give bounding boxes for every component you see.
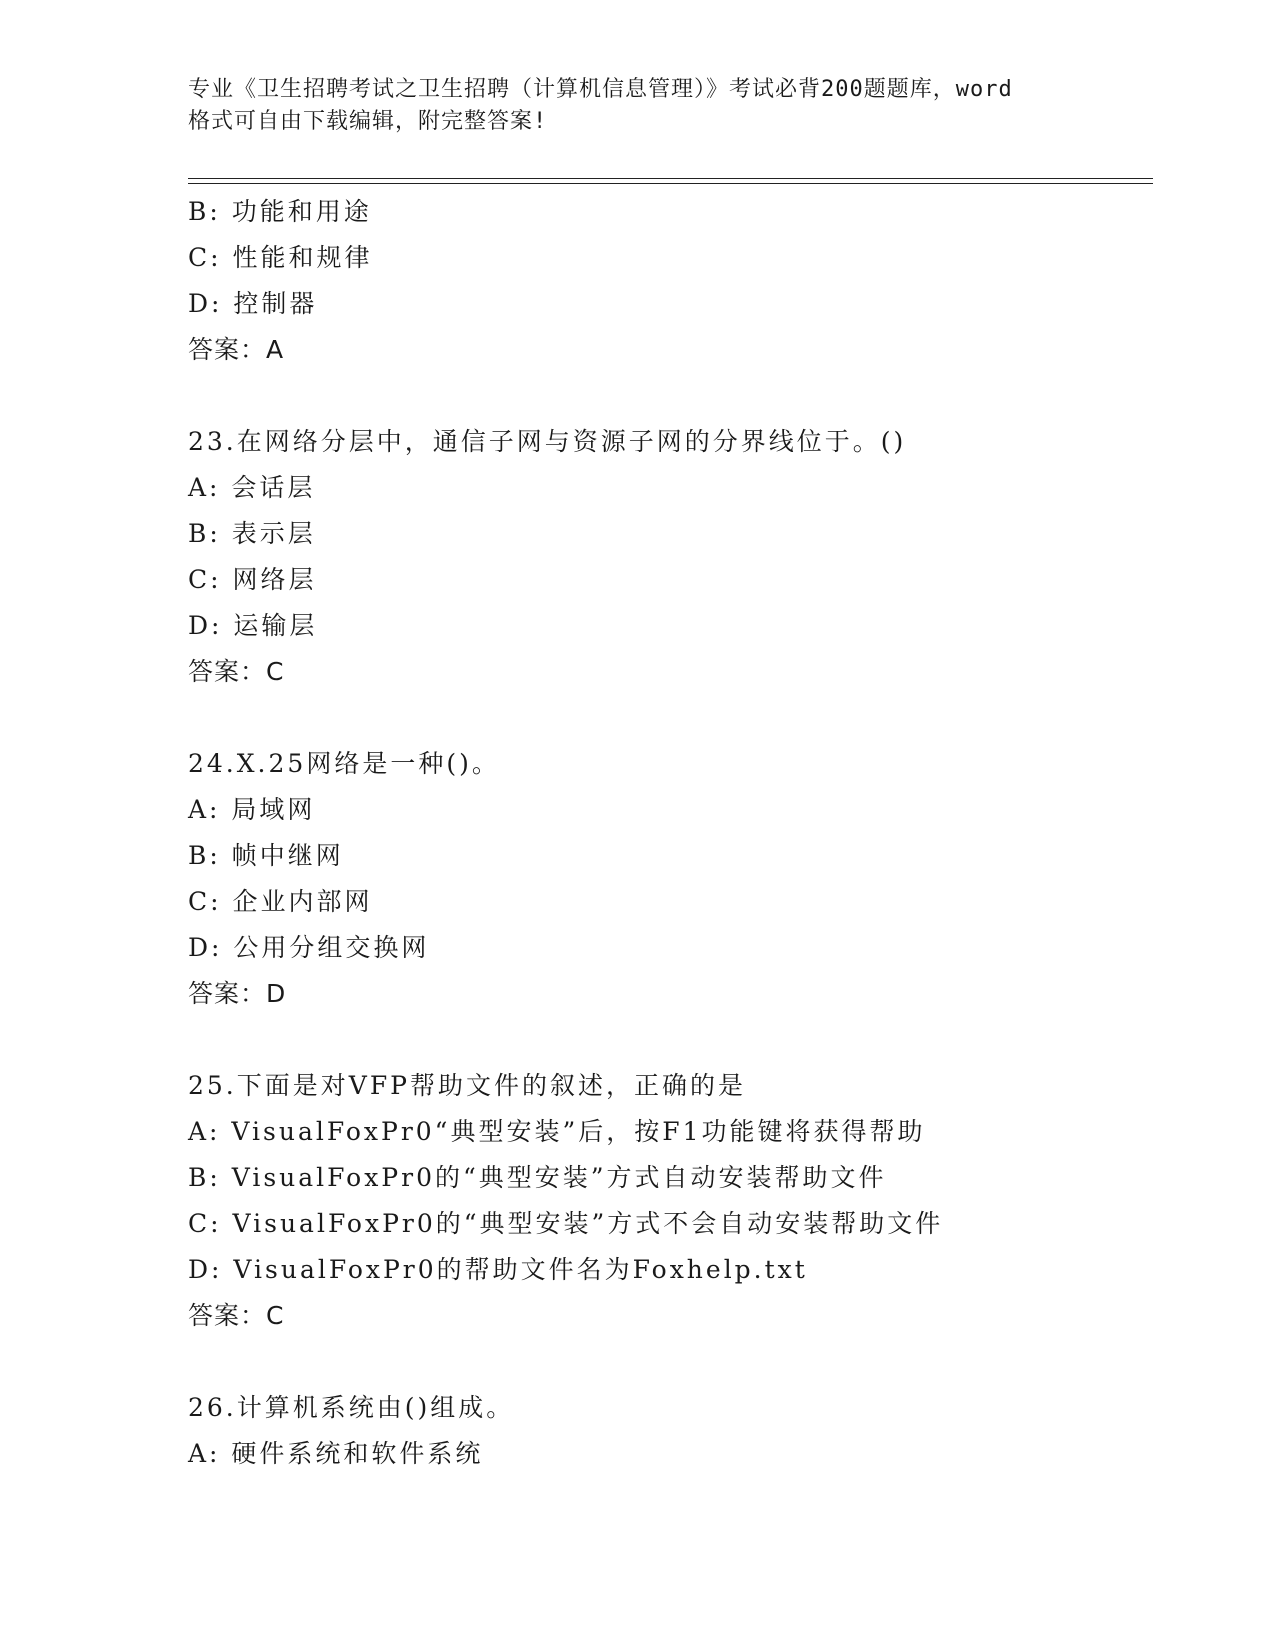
option-d: D: 控制器 <box>188 289 318 318</box>
question-23 <box>188 419 1148 695</box>
header-divider-bottom <box>188 183 1153 184</box>
document-header <box>188 74 1088 138</box>
spacer <box>188 695 1148 741</box>
option-a: A: 硬件系统和软件系统 <box>188 1439 484 1468</box>
option-c: C: VisualFoxPr0的“典型安装”方式不会自动安装帮助文件 <box>188 1209 944 1238</box>
answer-line: 答案：C <box>188 1301 285 1330</box>
option-c: C: 性能和规律 <box>188 243 373 272</box>
option-d: D: 运输层 <box>188 611 318 640</box>
question-text: 23.在网络分层中，通信子网与资源子网的分界线位于。() <box>188 427 907 456</box>
option-b: B: VisualFoxPr0的“典型安装”方式自动安装帮助文件 <box>188 1163 887 1192</box>
option-a: A: 局域网 <box>188 795 316 824</box>
option-b: B: 表示层 <box>188 519 316 548</box>
option-b: B: 功能和用途 <box>188 197 372 226</box>
header-divider-top <box>188 178 1153 179</box>
question-22 <box>188 189 1148 373</box>
question-text: 26.计算机系统由()组成。 <box>188 1393 515 1422</box>
answer-line: 答案：C <box>188 657 285 686</box>
answer-line: 答案：A <box>188 335 285 364</box>
spacer <box>188 1017 1148 1063</box>
option-d: D: VisualFoxPr0的帮助文件名为Foxhelp.txt <box>188 1255 808 1284</box>
option-c: C: 网络层 <box>188 565 317 594</box>
question-26 <box>188 1385 1148 1477</box>
option-c: C: 企业内部网 <box>188 887 373 916</box>
question-text: 25.下面是对VFP帮助文件的叙述，正确的是 <box>188 1071 746 1100</box>
spacer <box>188 1339 1148 1385</box>
spacer <box>188 373 1148 419</box>
question-24 <box>188 741 1148 1017</box>
option-d: D: 公用分组交换网 <box>188 933 430 962</box>
option-b: B: 帧中继网 <box>188 841 344 870</box>
option-a: A: 会话层 <box>188 473 316 502</box>
header-title-line-1: 专业《卫生招聘考试之卫生招聘（计算机信息管理）》考试必背200题题库，word <box>188 77 1013 102</box>
question-list <box>188 189 1148 1477</box>
answer-line: 答案：D <box>188 979 287 1008</box>
option-a: A: VisualFoxPr0“典型安装”后，按F1功能键将获得帮助 <box>188 1117 926 1146</box>
question-25 <box>188 1063 1148 1339</box>
question-text: 24.X.25网络是一种()。 <box>188 749 500 778</box>
header-title-line-2: 格式可自由下载编辑，附完整答案! <box>188 109 548 134</box>
